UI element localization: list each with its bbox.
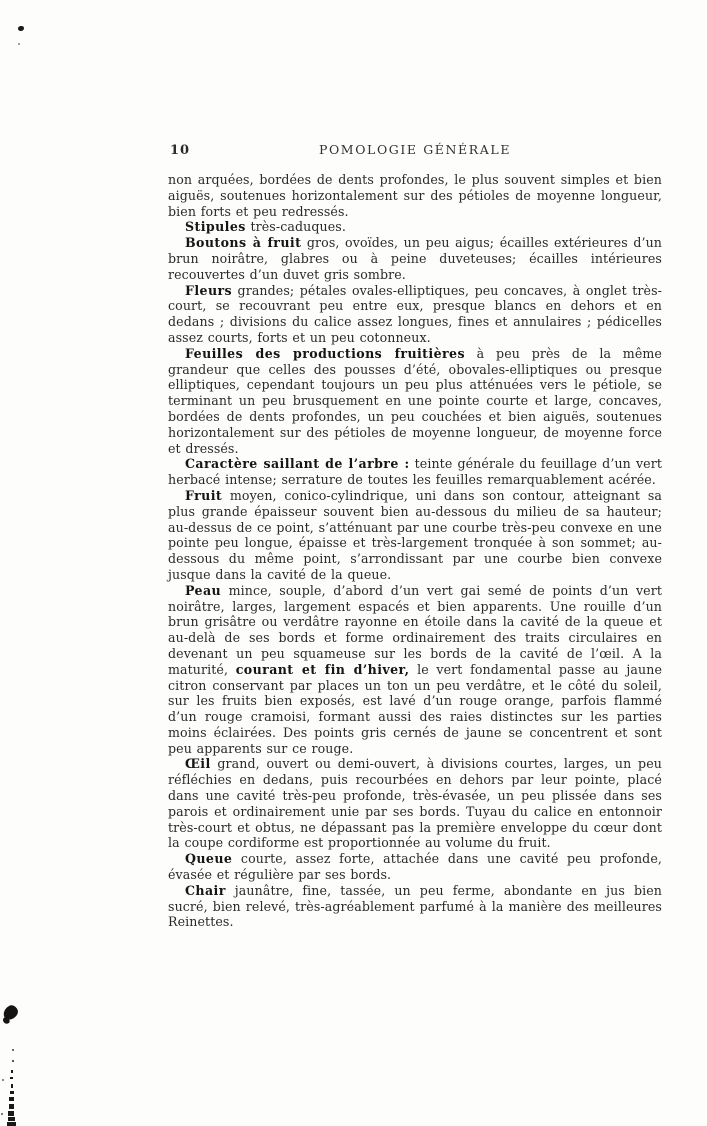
paragraph [168, 172, 662, 219]
paragraph [168, 219, 662, 235]
running-title: POMOLOGIE GÉNÉRALE [318, 142, 512, 157]
headword: Caractère saillant de l’arbre : [185, 456, 410, 472]
headword: Stipules [185, 219, 246, 235]
ink-artifact [12, 1060, 14, 1062]
text-run: jaunâtre, fine, tassée, un peu ferme, abondante en jus bien sucré, bien relevé, très-agréablement parfumé à la manière des meilleures Reinettes. [168, 882, 662, 930]
page-number: 10 [170, 143, 191, 158]
paragraph [168, 488, 662, 583]
paragraph [168, 235, 662, 282]
paragraph [168, 456, 662, 488]
text-run: très-caduques. [245, 219, 346, 235]
paragraph [168, 346, 662, 457]
text-run: moyen, conico-cylindrique, uni dans son contour, atteignant sa plus grande épaisseur souvent bien au-dessous du milieu de sa hauteur; au-dessus de ce point, s’atténuant par une courbe très-peu convexe en une pointe peu longue, épaisse et très-largement tronquée à son sommet; au-dessous du même point, s’arrondissant par une courbe bien convexe jusque dans la cavité de la queue. [168, 487, 662, 582]
text-run: à peu près de la même grandeur que celles des pousses d’été, obovales-elliptiques ou presque elliptiques, cependant toujours un peu plus atténuées vers le pétiole, se terminant un peu brusquement en une pointe courte et large, concaves, bordées de dents profondes, un peu couchées et bien aiguës, soutenues horizontalement sur des pétioles de moyenne longueur, de moyenne force et dressés. [168, 345, 662, 456]
text-column [168, 142, 662, 930]
text-run: courte, assez forte, attachée dans une cavité peu profonde, évasée et régulière par ses bords. [168, 851, 662, 883]
ink-artifact [7, 1122, 16, 1126]
ink-speck [18, 43, 20, 45]
headword: Peau [185, 582, 222, 598]
text-run: grand, ouvert ou demi-ouvert, à divisions courtes, larges, un peu réfléchies en dedans, puis recourbées en dehors par leur pointe, placé dans une cavité très-peu profonde, très-évasée, un peu plissée dans ses parois et ordinairement unie par ses bords. Tuyau du calice en entonnoir très-court et obtus, ne dépassant pas la première enveloppe du cœur dont la coupe cordiforme est proportionnée au volume du fruit. [168, 756, 662, 851]
text-run: le vert fondamental passe au jaune citron conservant par places un ton un peu verdâtre, et le côté du soleil, sur les fruits bien exposés, est lavé d’un rouge orange, parfois flammé d’un rouge cramoisi, formant aussi des raies distinctes sur les parties moins éclairées. Des points gris cernés de jaune se concentrent et sont peu apparents sur ce rouge. [168, 661, 662, 756]
text-run: gros, ovoïdes, un peu aigus; écailles extérieures d’un brun noirâtre, glabres ou à peine duveteuses; écailles intérieures recouvertes d’un duvet gris sombre. [168, 235, 663, 282]
ink-artifact [12, 1049, 14, 1051]
paragraph [168, 756, 662, 851]
ink-artifact [9, 1097, 14, 1101]
text-run: mince, souple, d’abord d’un vert gai semé de points d’un vert noirâtre, larges, largement espacés et bien apparents. Une rouille d’un brun grisâtre ou verdâtre rayonne en étoile dans la cavité de la queue et au-delà de ses bords et forme ordinairement des traits circulaires en devenant un peu squameuse sur les bords de la cavité de l’œil. A la maturité, [168, 582, 662, 677]
headword: Fleurs [185, 282, 233, 298]
paragraph [168, 583, 662, 757]
ink-artifact [11, 1070, 13, 1073]
headword: Œil [185, 756, 211, 772]
ink-artifact [8, 1111, 14, 1116]
ink-artifact [10, 1077, 13, 1079]
headword: courant et fin d’hiver, [235, 661, 410, 677]
ink-blot [1, 1003, 20, 1022]
paragraph [168, 283, 662, 346]
paragraph [168, 851, 662, 883]
ink-artifact [1, 1113, 3, 1115]
headword: Chair [185, 882, 226, 898]
text-run: non arquées, bordées de dents profondes, le plus souvent simples et bien aiguës, soutenues horizontalement sur des pétioles de moyenne longueur, bien forts et peu redressés. [168, 172, 662, 219]
running-header [168, 142, 662, 160]
headword: Feuilles des productions fruitières [185, 345, 465, 361]
ink-artifact [9, 1104, 14, 1109]
text-run: grandes; pétales ovales-elliptiques, peu concaves, à onglet très-court, se recouvrant peu entre eux, presque blancs en dehors et en dedans ; divisions du calice assez longues, fines et annulaires ; pédicelles assez courts, forts et un peu cotonneux. [168, 282, 662, 345]
ink-artifact [2, 1079, 4, 1081]
headword: Queue [185, 851, 233, 867]
ink-speck [18, 26, 24, 31]
text-run: teinte générale du feuillage d’un vert herbacé intense; serrature de toutes les feuilles remarquablement acérée. [168, 456, 662, 488]
headword: Fruit [185, 487, 223, 503]
paragraph [168, 883, 662, 930]
headword: Boutons à fruit [185, 235, 302, 251]
ink-artifact [8, 1117, 15, 1121]
ink-artifact [11, 1084, 13, 1088]
ink-artifact [10, 1091, 14, 1094]
text-column-body [168, 172, 662, 930]
